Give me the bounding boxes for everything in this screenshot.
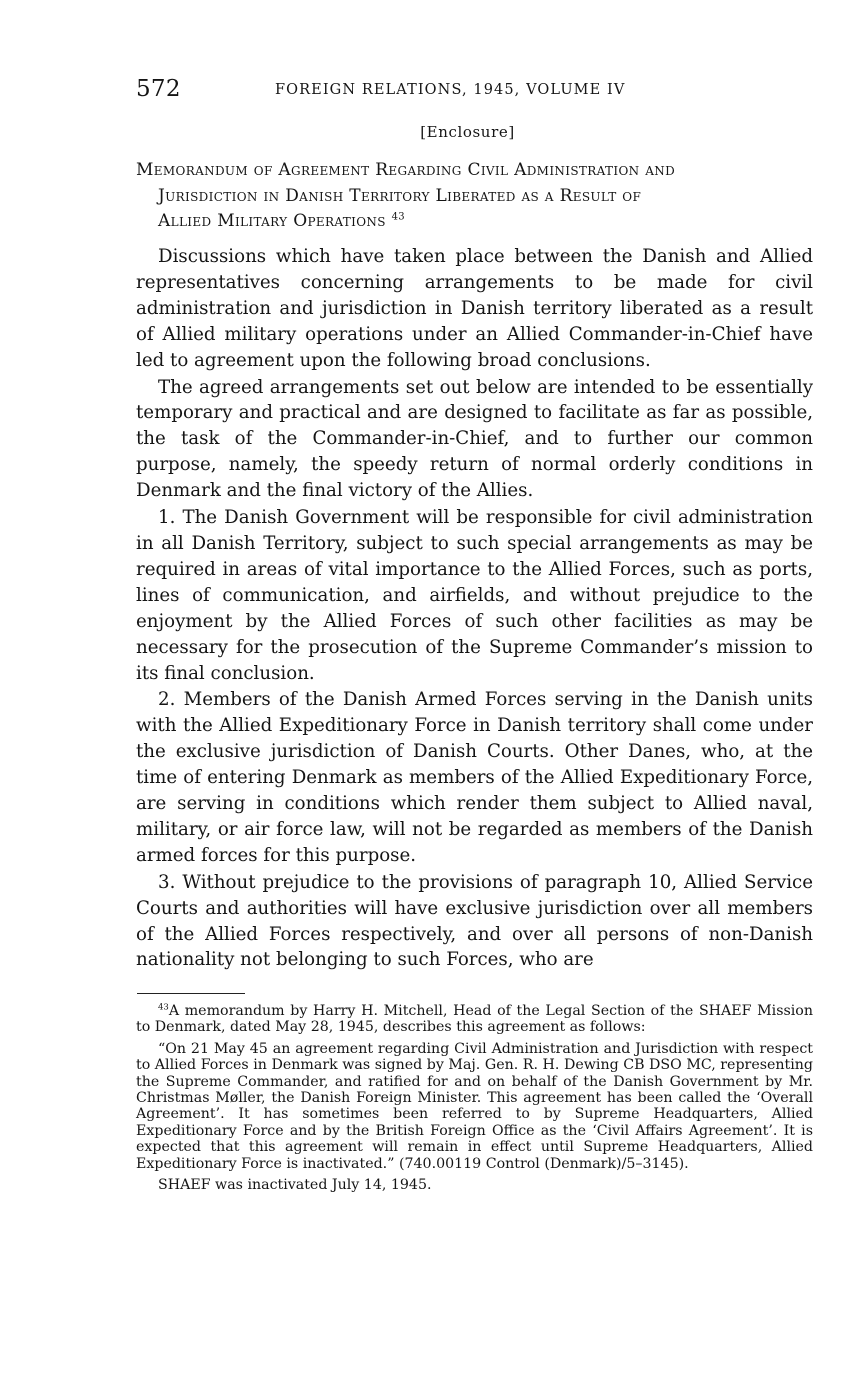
footnote-divider xyxy=(137,993,245,994)
footnote-43 xyxy=(136,1003,813,1036)
memo-title xyxy=(136,158,820,235)
memo-title-line-2: Jurisdiction in Danish Territory Liberated as a Result of xyxy=(158,185,642,206)
paragraph-1: 1. The Danish Government will be responsible for civil administration in all Danish Territory, subject to such special arrangements as may be required in areas of vital importance to the Allied Forces, such as ports, lines of communication, and airfields, and without prejudice to the enjoyment by the Allied Forces of such other facilities as may be necessary for the prosecution of the Supreme Commander’s mission to its final conclusion. xyxy=(136,507,813,684)
enclosure-label: [Enclosure] xyxy=(420,123,515,141)
paragraph-2: 2. Members of the Danish Armed Forces serving in the Danish units with the Allied Expeditionary Force in Danish territory shall come under the exclusive jurisdiction of Danish Courts. Other Danes, who, at the time of entering Denmark as members of the Allied Expeditionary Force, are serving in conditions which render them subject to Allied naval, military, or air force law, will not be regarded as members of the Danish armed forces for this purpose. xyxy=(136,689,813,866)
body-text xyxy=(136,244,813,974)
paragraph-intro: Discussions which have taken place between the Danish and Allied representatives concerning arrangements to be made for civil administration and jurisdiction in Danish territory liberated as a result of Allied military operations under an Allied Commander-in-Chief have led to agreement upon the following broad conclusions. xyxy=(136,246,813,371)
footnote-43-quote: “On 21 May 45 an agreement regarding Civil Administration and Jurisdiction with respect to Allied Forces in Denmark was signed by Maj. Gen. R. H. Dewing CB DSO MC, representing the Supreme Commander, and ratified for and on behalf of the Danish Government by Mr. Christmas Møller, the Danish Foreign Minister. This agreement has been called the ‘Overall Agreement’. It has sometimes been referred to by Supreme Headquarters, Allied Expeditionary Force and by the British Foreign Office as the ‘Civil Affairs Agreement’. It is expected that this agreement will remain in effect until Supreme Headquarters, Allied Expeditionary Force is inactivated.” (740.00119 Control (Denmark)/5–3145). xyxy=(136,1040,813,1172)
footnote-43-text: A memorandum by Harry H. Mitchell, Head of the Legal Section of the SHAEF Mission to Denmark, dated May 28, 1945, describes this agreement as follows: xyxy=(136,1003,813,1036)
footnote-marker: 43 xyxy=(158,1002,169,1013)
memo-title-line-1: Memorandum of Agreement Regarding Civil Administration and xyxy=(136,160,676,180)
footnote-reference[interactable]: 43 xyxy=(391,211,406,223)
paragraph-3: 3. Without prejudice to the provisions of paragraph 10, Allied Service Courts and authorities will have exclusive jurisdiction over all members of the Allied Forces respectively, and over all persons of non-Danish nationality not belonging to such Forces, who are xyxy=(136,871,813,971)
footnotes xyxy=(136,1003,813,1198)
page-number: 572 xyxy=(136,76,181,102)
running-title: FOREIGN RELATIONS, 1945, VOLUME IV xyxy=(275,82,626,98)
memo-title-line-3 xyxy=(136,209,820,235)
memo-title-line-3-text: Allied Military Operations xyxy=(158,211,386,231)
footnote-43-note: SHAEF was inactivated July 14, 1945. xyxy=(158,1177,432,1194)
paragraph-arrangements: The agreed arrangements set out below are intended to be essentially temporary and practical and are designed to facilitate as far as possible, the task of the Commander-in-Chief, and to further our common purpose, namely, the speedy return of normal orderly conditions in Denmark and the final victory of the Allies. xyxy=(136,376,813,502)
running-head xyxy=(136,76,812,106)
